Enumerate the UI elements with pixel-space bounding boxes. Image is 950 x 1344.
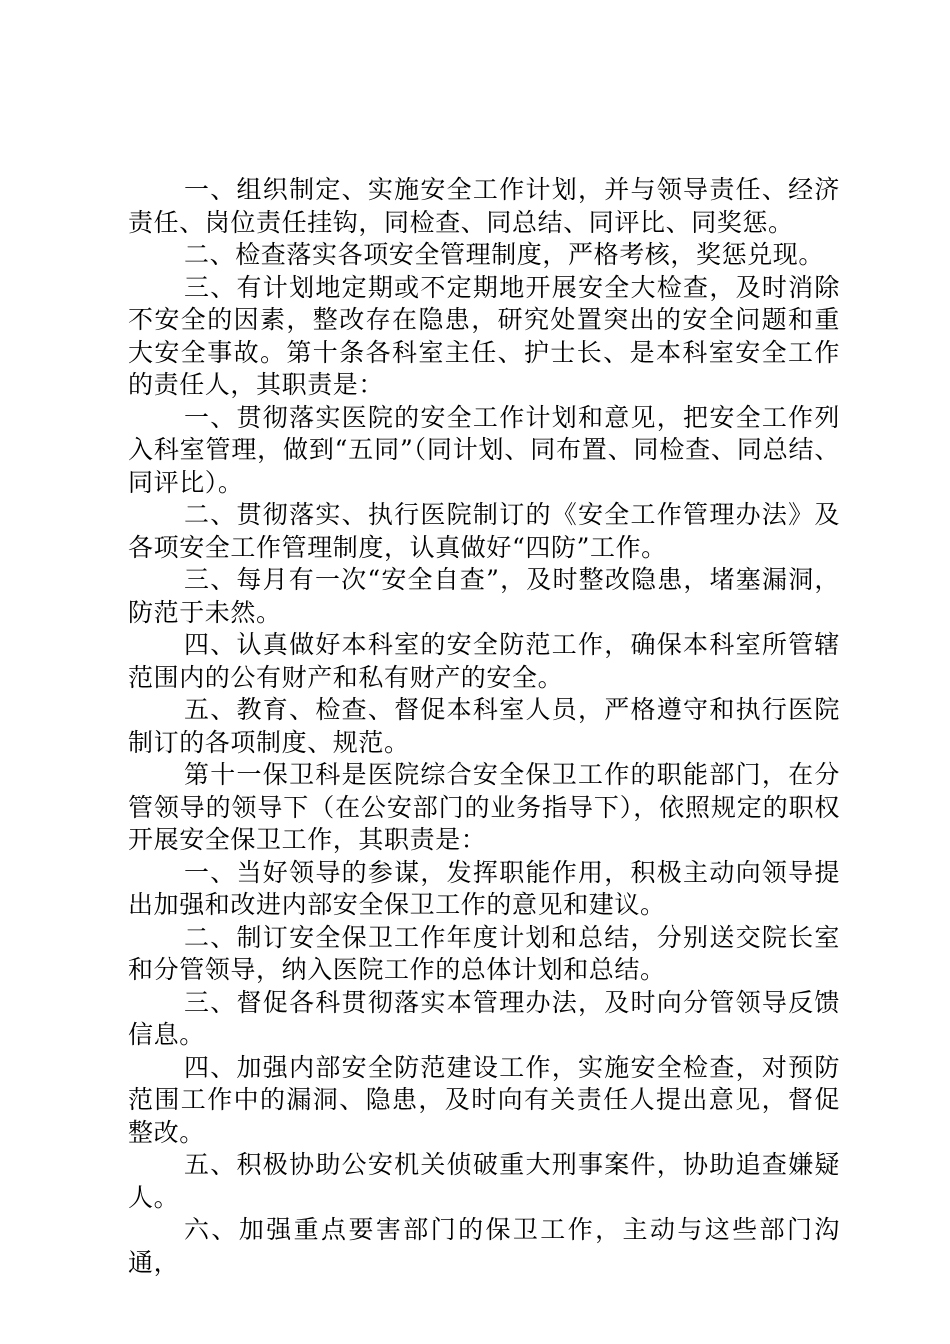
paragraph-12: 三、督促各科贯彻落实本管理办法，及时向分管领导反馈信息。 [128, 987, 840, 1049]
paragraph-7: 四、认真做好本科室的安全防范工作，确保本科室所管辖范围内的公有财产和私有财产的安全。 [128, 630, 840, 692]
paragraph-3: 三、有计划地定期或不定期地开展安全大检查，及时消除不安全的因素，整改存在隐患，研究处置突出的安全问题和重大安全事故。第十条各科室主任、护士长、是本科室安全工作的责任人，其职责是： [128, 272, 840, 399]
paragraph-9: 第十一保卫科是医院综合安全保卫工作的职能部门，在分管领导的领导下（在公安部门的业务指导下），依照规定的职权开展安全保卫工作，其职责是： [128, 760, 840, 854]
paragraph-4: 一、贯彻落实医院的安全工作计划和意见，把安全工作列入科室管理，做到“五同”（同计划、同布置、同检查、同总结、同评比）。 [128, 402, 840, 497]
paragraph-15: 六、加强重点要害部门的保卫工作，主动与这些部门沟通， [128, 1215, 840, 1277]
document-body [128, 174, 840, 1279]
paragraph-1: 一、组织制定、实施安全工作计划，并与领导责任、经济责任、岗位责任挂钩，同检查、同总结、同评比、同奖惩。 [128, 175, 840, 237]
paragraph-10: 一、当好领导的参谋，发挥职能作用，积极主动向领导提出加强和改进内部安全保卫工作的意见和建议。 [128, 857, 840, 919]
paragraph-13: 四、加强内部安全防范建设工作，实施安全检查，对预防范围工作中的漏洞、隐患，及时向有关责任人提出意见，督促整改。 [128, 1052, 840, 1147]
paragraph-14: 五、积极协助公安机关侦破重大刑事案件，协助追查嫌疑人。 [128, 1150, 840, 1212]
paragraph-8: 五、教育、检查、督促本科室人员，严格遵守和执行医院制订的各项制度、规范。 [128, 695, 840, 757]
paragraph-2: 二、检查落实各项安全管理制度，严格考核，奖惩兑现。 [184, 240, 825, 269]
paragraph-11: 二、制订安全保卫工作年度计划和总结，分别送交院长室和分管领导，纳入医院工作的总体计划和总结。 [128, 922, 840, 984]
paragraph-6: 三、每月有一次“安全自查”，及时整改隐患，堵塞漏洞，防范于未然。 [128, 565, 840, 627]
paragraph-5: 二、贯彻落实、执行医院制订的《安全工作管理办法》及各项安全工作管理制度，认真做好“四防”工作。 [128, 500, 840, 562]
